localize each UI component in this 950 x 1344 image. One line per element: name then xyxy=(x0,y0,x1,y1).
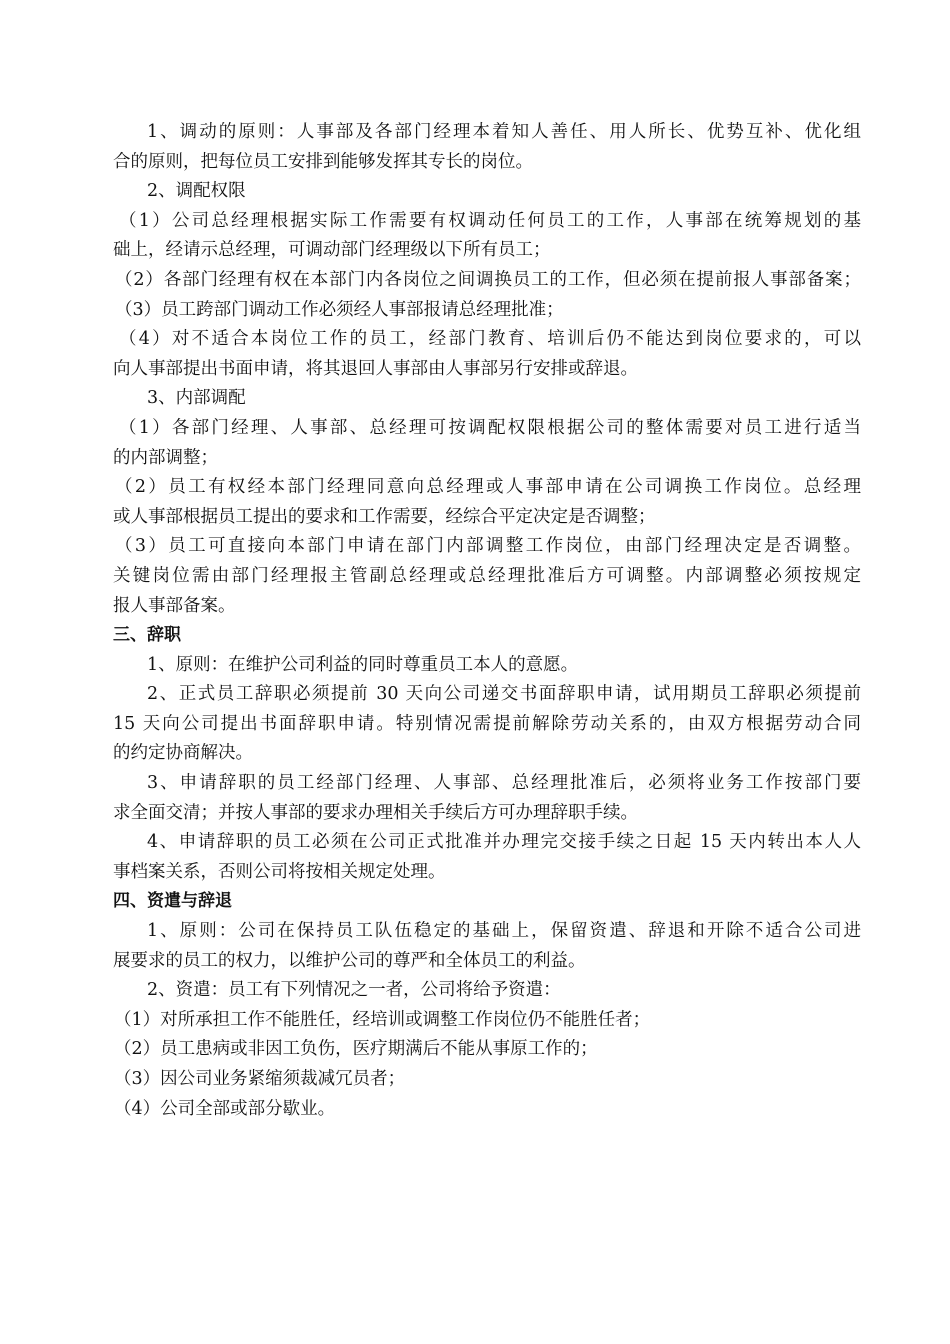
paragraph-line: （2）员工有权经本部门经理同意向总经理或人事部申请在公司调换工作岗位。总经理 xyxy=(115,477,861,498)
paragraph-line: 合的原则，把每位员工安排到能够发挥其专长的岗位。 xyxy=(113,151,533,172)
paragraph-line: 1、原则：公司在保持员工队伍稳定的基础上，保留资遣、辞退和开除不适合公司进 xyxy=(147,921,861,942)
paragraph-line: 报人事部备案。 xyxy=(113,595,236,616)
paragraph-line: 3、内部调配 xyxy=(147,388,246,409)
paragraph-line: （3）员工跨部门调动工作必须经人事部报请总经理批准； xyxy=(115,299,564,320)
section-heading: 三、辞职 xyxy=(113,625,181,646)
paragraph-line: （2）员工患病或非因工负伤，医疗期满后不能从事原工作的； xyxy=(114,1039,598,1060)
document-page xyxy=(113,118,861,1124)
paragraph-line: （1）对所承担工作不能胜任，经培训或调整工作岗位仍不能胜任者； xyxy=(114,1009,651,1030)
paragraph-line: 2、正式员工辞职必须提前 30 天向公司递交书面辞职申请，试用期员工辞职必须提前 xyxy=(147,684,861,705)
paragraph-line: 或人事部根据员工提出的要求和工作需要，经综合平定决定是否调整； xyxy=(113,506,656,527)
paragraph-line: （3）因公司业务紧缩须裁减冗员者； xyxy=(114,1069,406,1089)
paragraph-line: 1、原则：在维护公司利益的同时尊重员工本人的意愿。 xyxy=(147,654,579,675)
paragraph-line: 2、调配权限 xyxy=(147,181,246,202)
paragraph-line: （4）公司全部或部分歇业。 xyxy=(114,1098,336,1119)
paragraph-line: （1）各部门经理、人事部、总经理可按调配权限根据公司的整体需要对员工进行适当 xyxy=(119,417,861,438)
paragraph-line: 展要求的员工的权力，以维护公司的尊严和全体员工的利益。 xyxy=(113,950,586,971)
paragraph-line: 的内部调整； xyxy=(113,447,218,468)
paragraph-line: 2、资遣：员工有下列情况之一者，公司将给予资遣： xyxy=(147,980,561,1001)
paragraph-line: （1）公司总经理根据实际工作需要有权调动任何员工的工作，人事部在统筹规划的基 xyxy=(119,210,861,231)
paragraph-line: 事档案关系，否则公司将按相关规定处理。 xyxy=(113,861,446,882)
paragraph-line: （3）员工可直接向本部门申请在部门内部调整工作岗位，由部门经理决定是否调整。 xyxy=(115,536,861,557)
paragraph-line: 的约定协商解决。 xyxy=(113,743,253,764)
section-heading: 四、资遣与辞退 xyxy=(113,891,232,912)
paragraph-line: 4、申请辞职的员工必须在公司正式批准并办理完交接手续之日起 15 天内转出本人人 xyxy=(147,832,861,853)
paragraph-line: 1、调动的原则：人事部及各部门经理本着知人善任、用人所长、优势互补、优化组 xyxy=(147,122,861,142)
paragraph-line: 3、申请辞职的员工经部门经理、人事部、总经理批准后，必须将业务工作按部门要 xyxy=(147,773,861,794)
paragraph-line: 向人事部提出书面申请，将其退回人事部由人事部另行安排或辞退。 xyxy=(113,358,638,379)
paragraph-line: 求全面交清；并按人事部的要求办理相关手续后方可办理辞职手续。 xyxy=(113,802,638,823)
paragraph-line: （4）对不适合本岗位工作的员工，经部门教育、培训后仍不能达到岗位要求的，可以 xyxy=(119,329,861,350)
paragraph-line: 关键岗位需由部门经理报主管副总经理或总经理批准后方可调整。内部调整必须按规定 xyxy=(113,565,861,586)
paragraph-line: 础上，经请示总经理，可调动部门经理级以下所有员工； xyxy=(113,240,551,261)
paragraph-line: （2）各部门经理有权在本部门内各岗位之间调换员工的工作，但必须在提前报人事部备案； xyxy=(115,269,861,290)
paragraph-line: 15 天向公司提出书面辞职申请。特别情况需提前解除劳动关系的，由双方根据劳动合同 xyxy=(113,713,861,734)
